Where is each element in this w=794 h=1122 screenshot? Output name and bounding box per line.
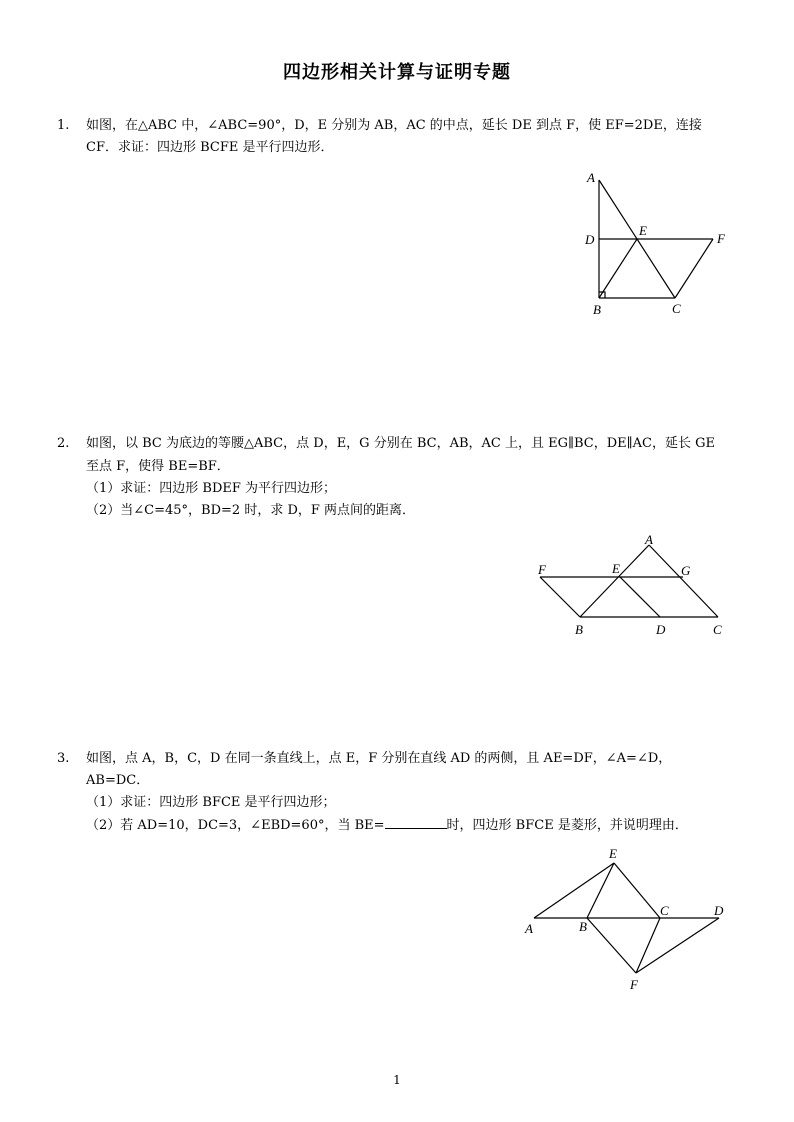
segment-fb: [540, 577, 580, 617]
problem-3-number: 3.: [57, 751, 70, 766]
problem-1-line-2: CF．求证：四边形 BCFE 是平行四边形．: [86, 140, 334, 155]
problem-2-line-1: 如图，以 BC 为底边的等腰△ABC，点 D，E，G 分别在 BC，AB，AC 上，且 EG∥BC，DE∥AC，延长 GE: [86, 436, 715, 451]
problem-2-number: 2.: [57, 436, 70, 451]
segment-ec: [614, 863, 660, 918]
label-f: F: [630, 977, 638, 992]
label-e: E: [609, 846, 617, 861]
problem-2-figure: [530, 530, 740, 642]
problem-3-line-4-before: （2）若 AD=10，DC=3，∠EBD=60°，当 BE=: [86, 818, 385, 833]
label-b: B: [593, 302, 601, 317]
label-e: E: [612, 561, 620, 576]
segment-eb: [587, 863, 614, 918]
label-f: F: [538, 562, 546, 577]
label-b: B: [575, 622, 583, 637]
label-a: A: [525, 921, 533, 936]
problem-3-line-3: （1）求证：四边形 BFCE 是平行四边形；: [86, 795, 336, 810]
label-f: F: [717, 231, 725, 246]
label-d: D: [656, 622, 666, 637]
label-a: A: [587, 170, 595, 185]
label-c: C: [660, 903, 669, 918]
label-b: B: [579, 919, 587, 934]
label-d: D: [585, 232, 595, 247]
segment-be: [599, 239, 637, 298]
problem-3-line-4-after: 时，四边形 BFCE 是菱形，并说明理由．: [446, 818, 688, 833]
segment-ae: [534, 863, 614, 918]
label-g: G: [681, 563, 691, 578]
answer-blank[interactable]: [385, 816, 447, 829]
label-d: D: [714, 903, 724, 918]
page-title: 四边形相关计算与证明专题: [283, 62, 511, 83]
label-c: C: [713, 622, 722, 637]
problem-2-line-2: 至点 F，使得 BE=BF．: [86, 459, 230, 474]
segment-ba: [580, 545, 649, 617]
segment-ac: [649, 545, 718, 617]
problem-1-number: 1.: [57, 118, 70, 133]
problem-1-figure: [575, 168, 735, 318]
problem-3-line-2: AB=DC．: [86, 773, 150, 788]
problem-2-line-4: （2）当∠C=45°，BD=2 时，求 D，F 两点间的距离．: [86, 503, 416, 518]
problem-1-line-1: 如图，在△ABC 中，∠ABC=90°，D，E 分别为 AB，AC 的中点，延长 DE 到点 F，使 EF=2DE，连接: [86, 118, 702, 133]
problem-3-figure: [520, 843, 735, 993]
segment-ed: [620, 577, 660, 617]
problem-3-line-4: [86, 816, 688, 835]
problem-2-line-3: （1）求证：四边形 BDEF 为平行四边形；: [86, 481, 337, 496]
label-a: A: [645, 532, 653, 547]
segment-cf: [675, 239, 713, 298]
segment-bf: [587, 918, 636, 973]
label-e: E: [639, 223, 647, 238]
page-number: 1: [393, 1073, 401, 1087]
problem-3-line-1: 如图，点 A，B，C，D 在同一条直线上，点 E，F 分别在直线 AD 的两侧，且 AE=DF，∠A=∠D，: [86, 751, 672, 766]
label-c: C: [672, 301, 681, 316]
